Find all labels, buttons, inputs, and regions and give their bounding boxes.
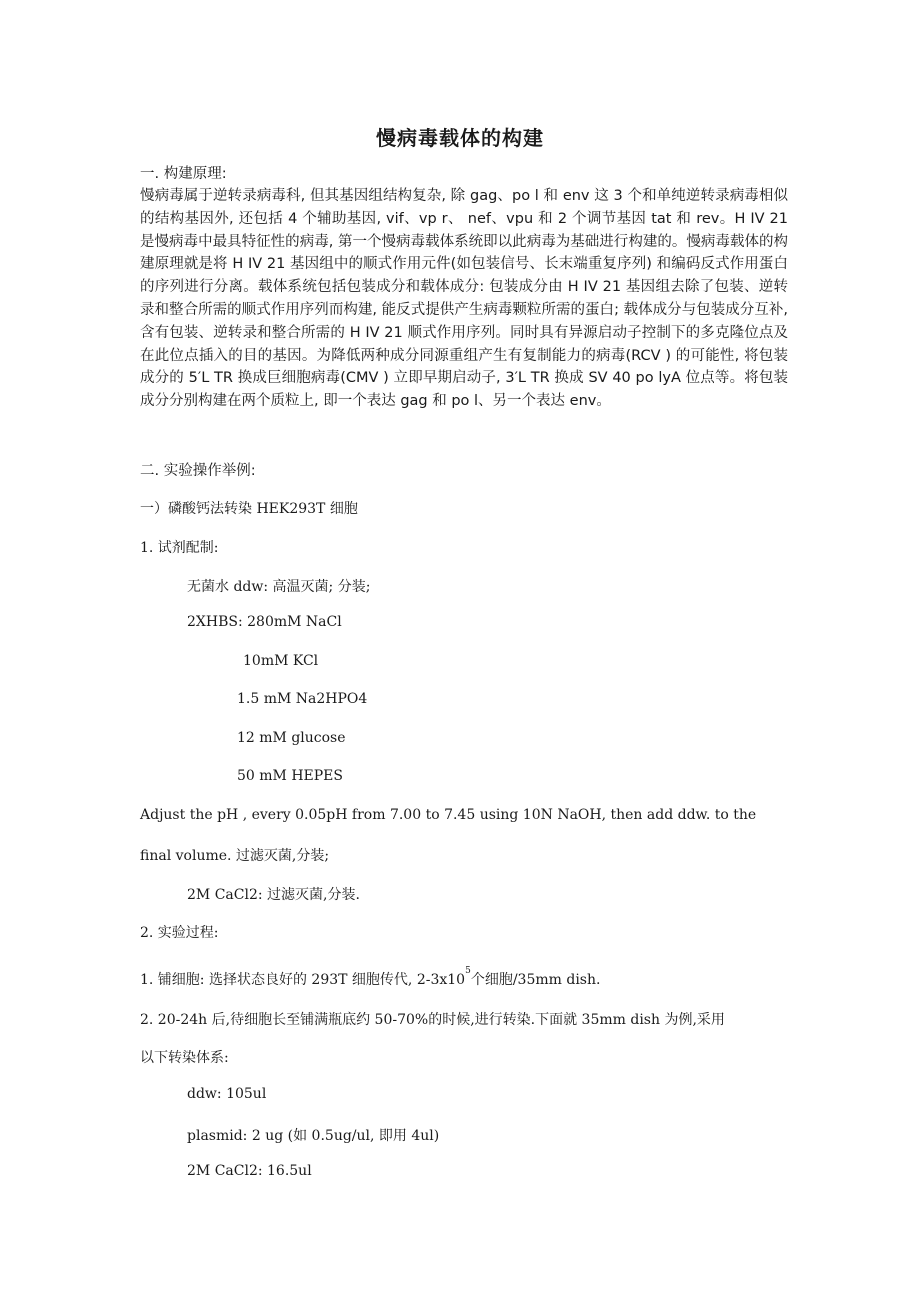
step-1	[140, 966, 601, 989]
hbs-item: 12 mM glucose	[237, 730, 346, 746]
section-heading-principle: 一. 构建原理:	[140, 166, 227, 182]
principle-paragraph	[140, 185, 788, 413]
step-1-text-end: 个细胞/35mm dish.	[470, 972, 601, 988]
mix-item: ddw: 105ul	[187, 1086, 267, 1102]
mix-item: plasmid: 2 ug (如 0.5ug/ul, 即用 4ul)	[187, 1128, 440, 1144]
process-heading: 2. 实验过程:	[140, 925, 219, 941]
hbs-item: 10mM KCl	[243, 653, 319, 669]
section-heading-experiment: 二. 实验操作举例:	[140, 463, 256, 479]
step-1-text: 1. 铺细胞: 选择状态良好的 293T 细胞传代, 2-3x10	[140, 972, 466, 988]
adjust-ph-line: Adjust the pH , every 0.05pH from 7.00 to 7.45 using 10N NaOH, then add ddw. to the	[140, 807, 757, 823]
mix-item: 2M CaCl2: 16.5ul	[187, 1163, 312, 1179]
hbs-label: 2XHBS: 280mM NaCl	[187, 614, 342, 630]
hbs-item: 1.5 mM Na2HPO4	[237, 691, 368, 707]
document-title: 慢病毒载体的构建	[376, 126, 544, 150]
principle-body: 慢病毒属于逆转录病毒科, 但其基因组结构复杂, 除 gag、po l 和 env 这 3 个和单纯逆转录病毒相似的结构基因外, 还包括 4 个辅助基因, vif、vp r、 nef、vpu 和 2 个调节基因 tat 和 rev。H IV 21 是慢病毒中最具特征性的病毒, 第一个慢病毒载体系统即以此病毒为基础进行构建的。慢病毒载体的构建原理就是将 H IV 21 基因组中的顺式作用元件(如包装信号、长末端重复序列) 和编码反式作用蛋白的序列进行分离。载体系统包括包装成分和载体成分: 包装成分由 H IV 21 基因组去除了包装、逆转录和整合所需的顺式作用序列而构建, 能反式提供产生病毒颗粒所需的蛋白; 载体成分与包装成分互补, 含有包装、逆转录和整合所需的 H IV 21 顺式作用序列。同时具有异源启动子控制下的多克隆位点及在此位点插入的目的基因。为降低两种成分同源重组产生有复制能力的病毒(RCV ) 的可能性, 将包装成分的 5′L TR 换成巨细胞病毒(CMV ) 立即早期启动子, 3′L TR 换成 SV 40 po lyA 位点等。将包装成分分别构建在两个质粒上, 即一个表达 gag 和 po l、另一个表达 env。	[140, 188, 788, 410]
subsection-transfection: 一）磷酸钙法转染 HEK293T 细胞	[140, 501, 358, 517]
step-2-line-1: 2. 20-24h 后,待细胞长至铺满瓶底约 50-70%的时候,进行转染.下面就 35mm dish 为例,采用	[140, 1012, 725, 1028]
exponent: 5	[465, 966, 471, 976]
cacl2-line: 2M CaCl2: 过滤灭菌,分装.	[187, 887, 360, 903]
adjust-ph-line-2: final volume. 过滤灭菌,分装;	[140, 848, 330, 864]
reagent-water: 无菌水 ddw: 高温灭菌; 分装;	[187, 579, 371, 595]
step-2-line-2: 以下转染体系:	[140, 1050, 229, 1066]
reagent-heading: 1. 试剂配制:	[140, 540, 219, 556]
hbs-item: 50 mM HEPES	[237, 768, 343, 784]
